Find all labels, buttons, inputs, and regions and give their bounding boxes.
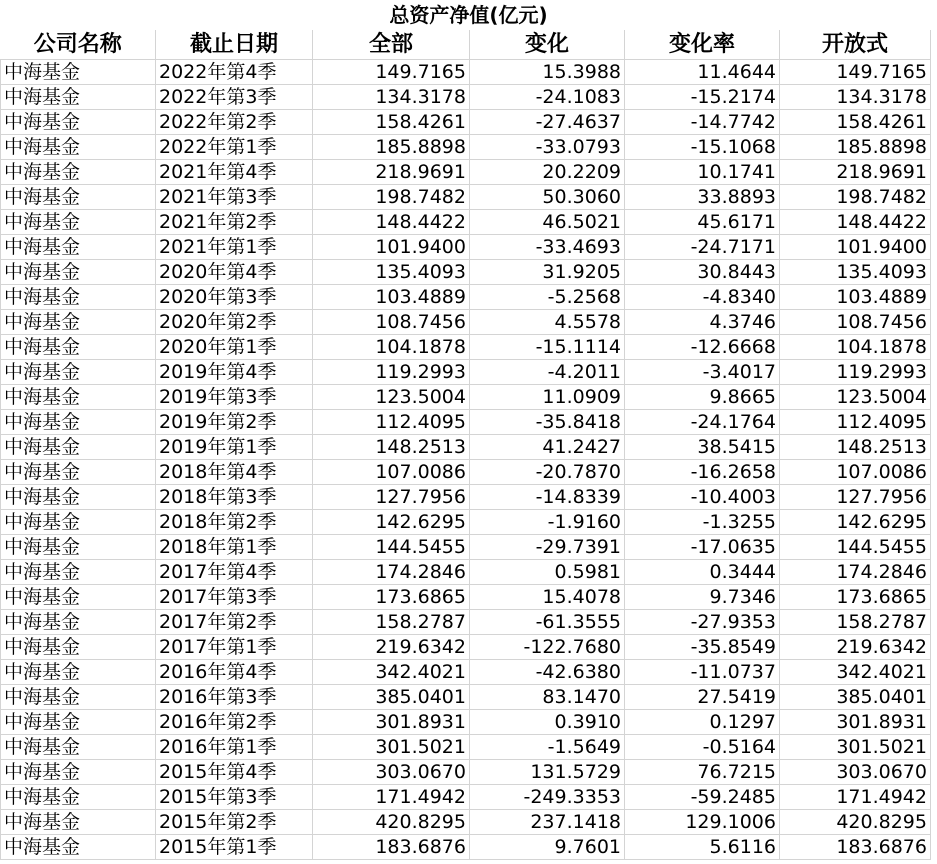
cell-date[interactable]: 2018年第4季 [156, 460, 313, 485]
cell-change[interactable]: 83.1470 [470, 685, 625, 710]
table-row [1, 385, 931, 410]
cell-date[interactable]: 2022年第4季 [156, 60, 313, 85]
cell-change[interactable]: 50.3060 [470, 185, 625, 210]
cell-change-rate[interactable]: -1.3255 [625, 510, 780, 535]
cell-company[interactable]: 中海基金 [1, 110, 156, 135]
table-row [1, 60, 931, 85]
cell-total[interactable]: 127.7956 [313, 485, 470, 510]
cell-change[interactable]: 15.3988 [470, 60, 625, 85]
cell-company[interactable]: 中海基金 [1, 535, 156, 560]
cell-total[interactable]: 101.9400 [313, 235, 470, 260]
cell-open-end[interactable]: 420.8295 [780, 810, 931, 835]
cell-total[interactable]: 123.5004 [313, 385, 470, 410]
table-row [1, 835, 931, 860]
cell-change-rate[interactable]: -14.7742 [625, 110, 780, 135]
table-row [1, 235, 931, 260]
cell-change-rate[interactable]: 11.4644 [625, 60, 780, 85]
cell-open-end[interactable]: 134.3178 [780, 85, 931, 110]
cell-open-end[interactable]: 119.2993 [780, 360, 931, 385]
cell-date[interactable]: 2021年第3季 [156, 185, 313, 210]
cell-change-rate[interactable]: 0.3444 [625, 560, 780, 585]
table-row [1, 760, 931, 785]
cell-company[interactable]: 中海基金 [1, 435, 156, 460]
cell-change[interactable]: 0.5981 [470, 560, 625, 585]
cell-date[interactable]: 2020年第4季 [156, 260, 313, 285]
cell-company[interactable]: 中海基金 [1, 510, 156, 535]
table-row [1, 160, 931, 185]
table-row [1, 310, 931, 335]
cell-change[interactable]: -42.6380 [470, 660, 625, 685]
cell-open-end[interactable]: 219.6342 [780, 635, 931, 660]
cell-change[interactable]: -20.7870 [470, 460, 625, 485]
cell-change-rate[interactable]: 4.3746 [625, 310, 780, 335]
cell-change-rate[interactable]: -15.2174 [625, 85, 780, 110]
header-change[interactable]: 变化 [470, 30, 625, 60]
cell-company[interactable]: 中海基金 [1, 185, 156, 210]
empty-header-cell[interactable] [156, 0, 313, 30]
cell-change-rate[interactable]: -16.2658 [625, 460, 780, 485]
cell-open-end[interactable]: 135.4093 [780, 260, 931, 285]
cell-total[interactable]: 108.7456 [313, 310, 470, 335]
cell-company[interactable]: 中海基金 [1, 410, 156, 435]
cell-change[interactable]: -4.2011 [470, 360, 625, 385]
cell-company[interactable]: 中海基金 [1, 285, 156, 310]
empty-header-cell[interactable] [780, 0, 931, 30]
cell-total[interactable]: 119.2993 [313, 360, 470, 385]
cell-change[interactable]: 0.3910 [470, 710, 625, 735]
cell-change-rate[interactable]: 5.6116 [625, 835, 780, 860]
cell-total[interactable]: 198.7482 [313, 185, 470, 210]
table-row [1, 660, 931, 685]
cell-open-end[interactable]: 301.8931 [780, 710, 931, 735]
cell-change[interactable]: -24.1083 [470, 85, 625, 110]
cell-total[interactable]: 134.3178 [313, 85, 470, 110]
cell-open-end[interactable]: 149.7165 [780, 60, 931, 85]
cell-total[interactable]: 173.6865 [313, 585, 470, 610]
cell-change-rate[interactable]: -4.8340 [625, 285, 780, 310]
cell-date[interactable]: 2021年第2季 [156, 210, 313, 235]
cell-total[interactable]: 301.5021 [313, 735, 470, 760]
cell-company[interactable]: 中海基金 [1, 235, 156, 260]
cell-company[interactable]: 中海基金 [1, 560, 156, 585]
table-row [1, 785, 931, 810]
cell-company[interactable]: 中海基金 [1, 335, 156, 360]
cell-total[interactable]: 142.6295 [313, 510, 470, 535]
cell-change-rate[interactable]: -59.2485 [625, 785, 780, 810]
cell-change-rate[interactable]: 0.1297 [625, 710, 780, 735]
cell-total[interactable]: 144.5455 [313, 535, 470, 560]
table-row [1, 410, 931, 435]
cell-open-end[interactable]: 148.2513 [780, 435, 931, 460]
cell-total[interactable]: 183.6876 [313, 835, 470, 860]
cell-change[interactable]: 9.7601 [470, 835, 625, 860]
cell-date[interactable]: 2022年第3季 [156, 85, 313, 110]
cell-date[interactable]: 2018年第2季 [156, 510, 313, 535]
cell-open-end[interactable]: 218.9691 [780, 160, 931, 185]
cell-open-end[interactable]: 101.9400 [780, 235, 931, 260]
cell-change[interactable]: -5.2568 [470, 285, 625, 310]
cell-open-end[interactable]: 158.2787 [780, 610, 931, 635]
cell-total[interactable]: 104.1878 [313, 335, 470, 360]
cell-change-rate[interactable]: 129.1006 [625, 810, 780, 835]
cell-change[interactable]: -1.5649 [470, 735, 625, 760]
cell-open-end[interactable]: 198.7482 [780, 185, 931, 210]
cell-change[interactable]: 131.5729 [470, 760, 625, 785]
cell-date[interactable]: 2015年第2季 [156, 810, 313, 835]
cell-company[interactable]: 中海基金 [1, 210, 156, 235]
cell-total[interactable]: 158.2787 [313, 610, 470, 635]
cell-open-end[interactable]: 108.7456 [780, 310, 931, 335]
table-row [1, 435, 931, 460]
cell-change[interactable]: 11.0909 [470, 385, 625, 410]
cell-change[interactable]: 15.4078 [470, 585, 625, 610]
table-row [1, 185, 931, 210]
cell-change[interactable]: -33.4693 [470, 235, 625, 260]
cell-change-rate[interactable]: -3.4017 [625, 360, 780, 385]
table-row [1, 460, 931, 485]
cell-open-end[interactable]: 142.6295 [780, 510, 931, 535]
cell-change[interactable]: 20.2209 [470, 160, 625, 185]
cell-change-rate[interactable]: 27.5419 [625, 685, 780, 710]
cell-date[interactable]: 2015年第4季 [156, 760, 313, 785]
cell-open-end[interactable]: 148.4422 [780, 210, 931, 235]
cell-total[interactable]: 148.4422 [313, 210, 470, 235]
cell-date[interactable]: 2017年第1季 [156, 635, 313, 660]
cell-change[interactable]: -29.7391 [470, 535, 625, 560]
empty-header-cell[interactable] [1, 0, 156, 30]
cell-date[interactable]: 2019年第1季 [156, 435, 313, 460]
cell-change-rate[interactable]: -11.0737 [625, 660, 780, 685]
cell-total[interactable]: 103.4889 [313, 285, 470, 310]
cell-company[interactable]: 中海基金 [1, 360, 156, 385]
cell-open-end[interactable]: 301.5021 [780, 735, 931, 760]
table-row [1, 485, 931, 510]
cell-company[interactable]: 中海基金 [1, 760, 156, 785]
cell-change-rate[interactable]: -10.4003 [625, 485, 780, 510]
cell-company[interactable]: 中海基金 [1, 685, 156, 710]
cell-total[interactable]: 420.8295 [313, 810, 470, 835]
cell-company[interactable]: 中海基金 [1, 835, 156, 860]
cell-change-rate[interactable]: 45.6171 [625, 210, 780, 235]
cell-company[interactable]: 中海基金 [1, 735, 156, 760]
cell-change[interactable]: -33.0793 [470, 135, 625, 160]
cell-total[interactable]: 107.0086 [313, 460, 470, 485]
cell-open-end[interactable]: 104.1878 [780, 335, 931, 360]
table-row [1, 810, 931, 835]
cell-date[interactable]: 2017年第4季 [156, 560, 313, 585]
cell-change-rate[interactable]: 30.8443 [625, 260, 780, 285]
cell-change-rate[interactable]: -15.1068 [625, 135, 780, 160]
cell-change-rate[interactable]: -12.6668 [625, 335, 780, 360]
header-change-rate[interactable]: 变化率 [625, 30, 780, 60]
table-row [1, 635, 931, 660]
cell-date[interactable]: 2022年第1季 [156, 135, 313, 160]
cell-date[interactable]: 2016年第3季 [156, 685, 313, 710]
cell-change[interactable]: -1.9160 [470, 510, 625, 535]
cell-date[interactable]: 2022年第2季 [156, 110, 313, 135]
cell-total[interactable]: 218.9691 [313, 160, 470, 185]
table-row [1, 285, 931, 310]
table-row [1, 135, 931, 160]
cell-change-rate[interactable]: 10.1741 [625, 160, 780, 185]
cell-date[interactable]: 2019年第3季 [156, 385, 313, 410]
table-row [1, 210, 931, 235]
cell-date[interactable]: 2019年第2季 [156, 410, 313, 435]
cell-date[interactable]: 2020年第2季 [156, 310, 313, 335]
table-row [1, 510, 931, 535]
cell-company[interactable]: 中海基金 [1, 85, 156, 110]
cell-change-rate[interactable]: -0.5164 [625, 735, 780, 760]
cell-total[interactable]: 135.4093 [313, 260, 470, 285]
cell-date[interactable]: 2016年第4季 [156, 660, 313, 685]
cell-company[interactable]: 中海基金 [1, 460, 156, 485]
cell-change-rate[interactable]: -27.9353 [625, 610, 780, 635]
cell-change-rate[interactable]: -24.7171 [625, 235, 780, 260]
cell-total[interactable]: 342.4021 [313, 660, 470, 685]
cell-open-end[interactable]: 173.6865 [780, 585, 931, 610]
cell-change[interactable]: -27.4637 [470, 110, 625, 135]
cell-total[interactable]: 385.0401 [313, 685, 470, 710]
header-open-end[interactable]: 开放式 [780, 30, 931, 60]
cell-open-end[interactable]: 303.0670 [780, 760, 931, 785]
cell-total[interactable]: 148.2513 [313, 435, 470, 460]
cell-change-rate[interactable]: 76.7215 [625, 760, 780, 785]
cell-date[interactable]: 2016年第1季 [156, 735, 313, 760]
table-row [1, 360, 931, 385]
cell-change[interactable]: 31.9205 [470, 260, 625, 285]
cell-date[interactable]: 2017年第2季 [156, 610, 313, 635]
cell-company[interactable]: 中海基金 [1, 485, 156, 510]
header-date[interactable]: 截止日期 [156, 30, 313, 60]
cell-change[interactable]: 41.2427 [470, 435, 625, 460]
table-row [1, 685, 931, 710]
cell-company[interactable]: 中海基金 [1, 785, 156, 810]
group-header-row [1, 0, 931, 30]
header-total[interactable]: 全部 [313, 30, 470, 60]
cell-open-end[interactable]: 385.0401 [780, 685, 931, 710]
table-row [1, 560, 931, 585]
cell-change[interactable]: -61.3555 [470, 610, 625, 635]
cell-open-end[interactable]: 342.4021 [780, 660, 931, 685]
cell-total[interactable]: 158.4261 [313, 110, 470, 135]
cell-total[interactable]: 301.8931 [313, 710, 470, 735]
cell-change[interactable]: 46.5021 [470, 210, 625, 235]
cell-total[interactable]: 112.4095 [313, 410, 470, 435]
cell-company[interactable]: 中海基金 [1, 585, 156, 610]
cell-date[interactable]: 2015年第3季 [156, 785, 313, 810]
table-row [1, 535, 931, 560]
cell-change-rate[interactable]: 38.5415 [625, 435, 780, 460]
cell-change-rate[interactable]: 9.7346 [625, 585, 780, 610]
column-header-row [1, 30, 931, 60]
cell-total[interactable]: 219.6342 [313, 635, 470, 660]
cell-open-end[interactable]: 171.4942 [780, 785, 931, 810]
cell-date[interactable]: 2019年第4季 [156, 360, 313, 385]
cell-open-end[interactable]: 185.8898 [780, 135, 931, 160]
cell-change-rate[interactable]: -24.1764 [625, 410, 780, 435]
cell-total[interactable]: 149.7165 [313, 60, 470, 85]
table-row [1, 735, 931, 760]
cell-open-end[interactable]: 103.4889 [780, 285, 931, 310]
cell-date[interactable]: 2018年第1季 [156, 535, 313, 560]
cell-company[interactable]: 中海基金 [1, 660, 156, 685]
table-row [1, 110, 931, 135]
table-row [1, 335, 931, 360]
cell-open-end[interactable]: 123.5004 [780, 385, 931, 410]
cell-change-rate[interactable]: 33.8893 [625, 185, 780, 210]
cell-open-end[interactable]: 127.7956 [780, 485, 931, 510]
cell-total[interactable]: 171.4942 [313, 785, 470, 810]
cell-company[interactable]: 中海基金 [1, 310, 156, 335]
cell-open-end[interactable]: 112.4095 [780, 410, 931, 435]
cell-change[interactable]: -35.8418 [470, 410, 625, 435]
group-header-cell[interactable]: 总资产净值(亿元) [389, 3, 548, 27]
cell-change[interactable]: -249.3353 [470, 785, 625, 810]
cell-company[interactable]: 中海基金 [1, 260, 156, 285]
cell-company[interactable]: 中海基金 [1, 810, 156, 835]
cell-date[interactable]: 2016年第2季 [156, 710, 313, 735]
cell-change-rate[interactable]: 9.8665 [625, 385, 780, 410]
cell-change[interactable]: 237.1418 [470, 810, 625, 835]
header-company[interactable]: 公司名称 [1, 30, 156, 60]
cell-total[interactable]: 185.8898 [313, 135, 470, 160]
cell-change-rate[interactable]: -17.0635 [625, 535, 780, 560]
cell-change[interactable]: -15.1114 [470, 335, 625, 360]
cell-company[interactable]: 中海基金 [1, 635, 156, 660]
cell-open-end[interactable]: 183.6876 [780, 835, 931, 860]
cell-company[interactable]: 中海基金 [1, 135, 156, 160]
table-row [1, 85, 931, 110]
cell-open-end[interactable]: 144.5455 [780, 535, 931, 560]
table-body [1, 60, 931, 860]
cell-company[interactable]: 中海基金 [1, 385, 156, 410]
cell-company[interactable]: 中海基金 [1, 160, 156, 185]
cell-date[interactable]: 2021年第1季 [156, 235, 313, 260]
cell-change[interactable]: 4.5578 [470, 310, 625, 335]
table-row [1, 710, 931, 735]
table-row [1, 585, 931, 610]
cell-date[interactable]: 2020年第1季 [156, 335, 313, 360]
cell-company[interactable]: 中海基金 [1, 610, 156, 635]
cell-date[interactable]: 2017年第3季 [156, 585, 313, 610]
cell-open-end[interactable]: 174.2846 [780, 560, 931, 585]
cell-total[interactable]: 174.2846 [313, 560, 470, 585]
cell-date[interactable]: 2020年第3季 [156, 285, 313, 310]
cell-date[interactable]: 2021年第4季 [156, 160, 313, 185]
cell-date[interactable]: 2015年第1季 [156, 835, 313, 860]
table-row [1, 260, 931, 285]
empty-header-cell[interactable] [625, 0, 780, 30]
cell-change[interactable]: -122.7680 [470, 635, 625, 660]
cell-company[interactable]: 中海基金 [1, 60, 156, 85]
cell-total[interactable]: 303.0670 [313, 760, 470, 785]
cell-open-end[interactable]: 107.0086 [780, 460, 931, 485]
cell-change[interactable]: -14.8339 [470, 485, 625, 510]
table-row [1, 610, 931, 635]
cell-date[interactable]: 2018年第3季 [156, 485, 313, 510]
cell-company[interactable]: 中海基金 [1, 710, 156, 735]
cell-open-end[interactable]: 158.4261 [780, 110, 931, 135]
cell-change-rate[interactable]: -35.8549 [625, 635, 780, 660]
